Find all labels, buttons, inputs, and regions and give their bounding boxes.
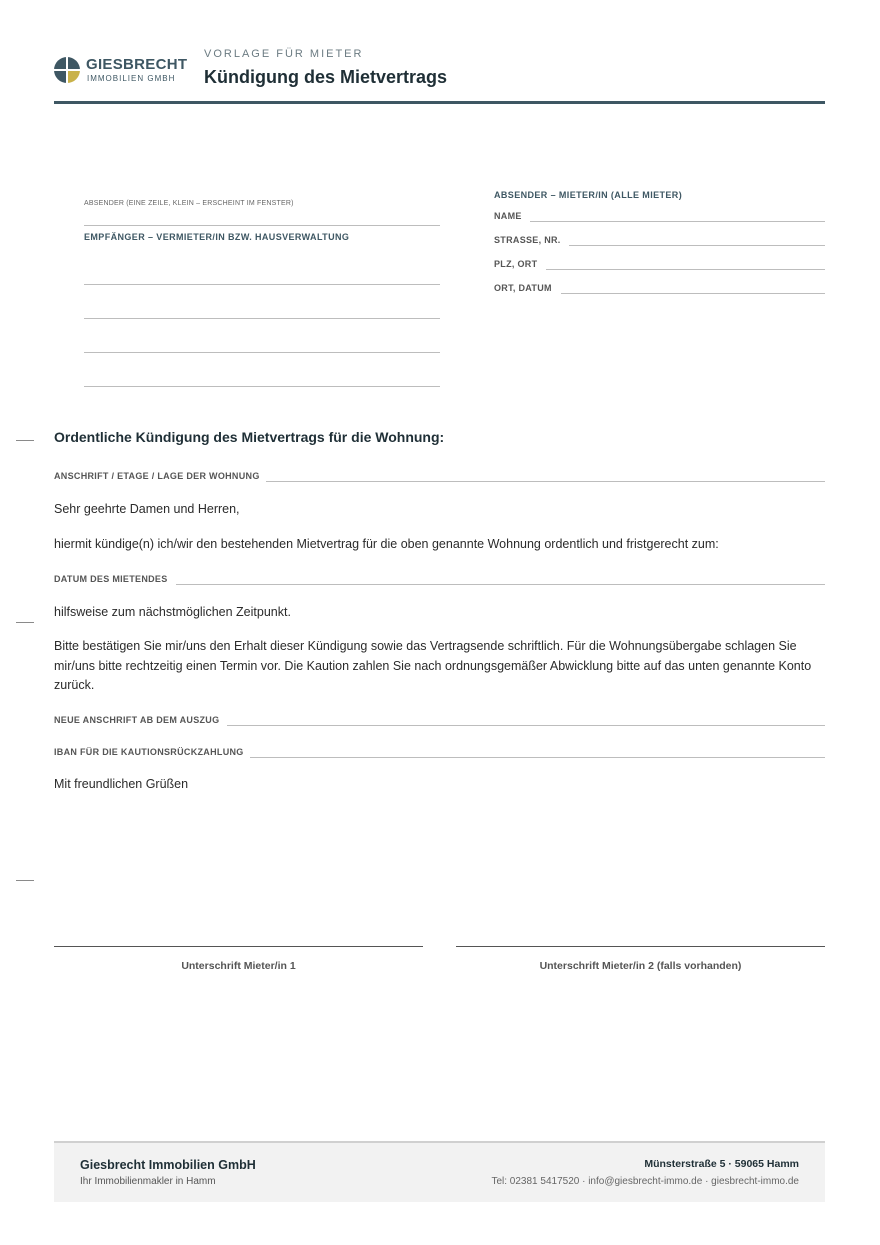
logo-name: GIESBRECHT: [86, 56, 188, 73]
sender-street-label: STRASSE, NR.: [494, 235, 561, 245]
footer-tagline: Ihr Immobilienmakler in Hamm: [80, 1176, 216, 1187]
signature-2-line[interactable]: [456, 946, 825, 947]
signature-1-label: Unterschrift Mieter/in 1: [181, 960, 296, 972]
section-title: Ordentliche Kündigung des Mietvertrags für die Wohnung:: [54, 429, 445, 445]
iban-line[interactable]: [250, 757, 825, 758]
punch-mark: [16, 622, 34, 623]
footer-address: Münsterstraße 5 · 59065 Hamm: [644, 1158, 799, 1170]
footer-contact: Tel: 02381 5417520 · info@giesbrecht-immo.de · giesbrecht-immo.de: [491, 1176, 799, 1187]
confirmation-paragraph: Bitte bestätigen Sie mir/uns den Erhalt dieser Kündigung sowie das Vertragsende schriftlich. Für die Wohnungsübergabe schlagen Sie mir/uns bitte rechtzeitig einen Termin vor. Die Kaution zahlen Sie nach ordnungsgemäßer Abwicklung bitte auf das unten genannte Konto zurück.: [54, 639, 812, 692]
company-logo: [54, 56, 194, 86]
iban-label: IBAN FÜR DIE KAUTIONSRÜCKZAHLUNG: [54, 747, 244, 757]
recipient-line-2[interactable]: [84, 318, 440, 319]
apartment-address-label: ANSCHRIFT / ETAGE / LAGE DER WOHNUNG: [54, 471, 260, 481]
end-date-field[interactable]: [54, 574, 825, 588]
salutation: Sehr geehrte Damen und Herren,: [54, 502, 240, 516]
sender-name-line[interactable]: [530, 221, 825, 222]
document-footer: [54, 1141, 825, 1202]
termination-paragraph: hiermit kündige(n) ich/wir den bestehenden Mietvertrag für die oben genannte Wohnung ordentlich und fristgerecht zum:: [54, 537, 719, 551]
recipient-label: EMPFÄNGER – VERMIETER/IN BZW. HAUSVERWALTUNG: [84, 232, 350, 242]
apartment-address-line[interactable]: [266, 481, 825, 482]
logo-mark-icon: [54, 57, 80, 83]
recipient-line-3[interactable]: [84, 352, 440, 353]
sender-line-field[interactable]: [84, 225, 440, 226]
signature-2-label: Unterschrift Mieter/in 2 (falls vorhanden): [539, 960, 742, 972]
new-address-line[interactable]: [227, 725, 825, 726]
document-header: [54, 44, 825, 104]
sender-name-label: NAME: [494, 211, 522, 221]
sender-line-label: ABSENDER (EINE ZEILE, KLEIN – ERSCHEINT IM FENSTER): [84, 200, 294, 207]
recipient-line-4[interactable]: [84, 386, 440, 387]
signature-1-line[interactable]: [54, 946, 423, 947]
closing: Mit freundlichen Grüßen: [54, 777, 189, 791]
apartment-address-field[interactable]: [54, 471, 825, 485]
end-date-label: DATUM DES MIETENDES: [54, 574, 168, 584]
sender-city-line[interactable]: [546, 269, 825, 270]
sender-street-line[interactable]: [569, 245, 825, 246]
sender-city-field[interactable]: [494, 259, 825, 273]
recipient-line-1[interactable]: [84, 284, 440, 285]
document-title: Kündigung des Mietvertrags: [204, 67, 448, 87]
sender-place-date-line[interactable]: [561, 293, 825, 294]
signature-1[interactable]: [54, 946, 423, 972]
end-date-line[interactable]: [176, 584, 825, 585]
footer-company: Giesbrecht Immobilien GmbH: [80, 1158, 256, 1172]
fold-mark-bottom: [16, 880, 34, 881]
sender-place-date-label: ORT, DATUM: [494, 283, 552, 293]
new-address-label: NEUE ANSCHRIFT AB DEM AUSZUG: [54, 715, 220, 725]
signature-2[interactable]: [456, 946, 825, 972]
new-address-field[interactable]: [54, 715, 825, 729]
iban-field[interactable]: [54, 747, 825, 761]
alternative-date-paragraph: hilfsweise zum nächstmöglichen Zeitpunkt.: [54, 605, 291, 619]
sender-block-title: ABSENDER – MIETER/IN (ALLE MIETER): [494, 190, 683, 200]
sender-place-date-field[interactable]: [494, 283, 825, 297]
logo-subtitle: IMMOBILIEN GMBH: [87, 74, 176, 83]
document-kicker: VORLAGE FÜR MIETER: [204, 48, 364, 60]
sender-name-field[interactable]: [494, 211, 825, 225]
sender-city-label: PLZ, ORT: [494, 259, 538, 269]
sender-street-field[interactable]: [494, 235, 825, 249]
fold-mark-top: [16, 440, 34, 441]
